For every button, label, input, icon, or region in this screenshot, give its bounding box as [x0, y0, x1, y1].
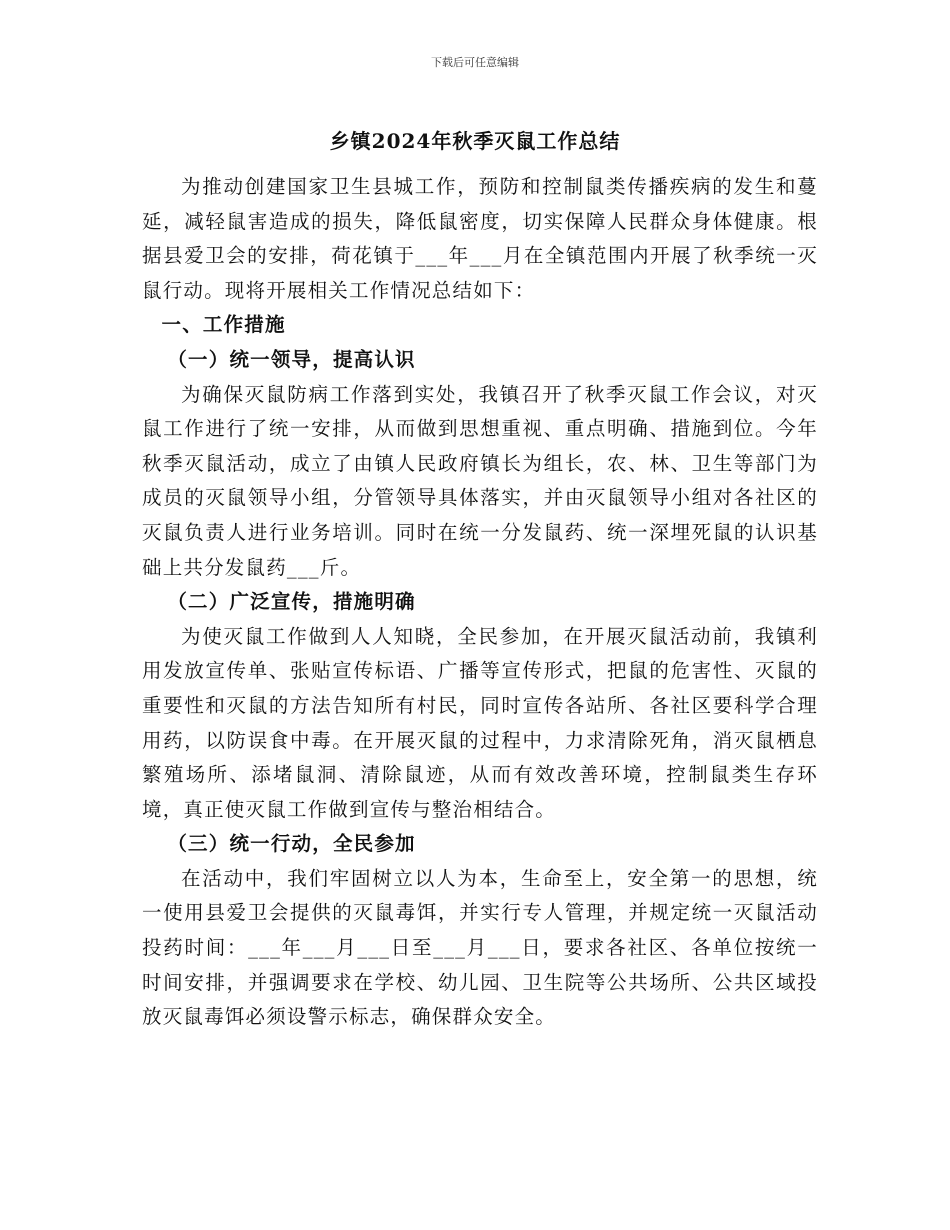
document-title: 乡镇2024年秋季灭鼠工作总结: [329, 129, 621, 153]
subsection-heading-publicity: （二）广泛宣传，措施明确: [167, 590, 416, 614]
subsection-body-unified-leadership: 为确保灭鼠防病工作落到实处，我镇召开了秋季灭鼠工作会议，对灭鼠工作进行了统一安排，从而做到思想重视、重点明确、措施到位。今年秋季灭鼠活动，成立了由镇人民政府镇长为组长，农、林、卫生等部门为成员的灭鼠领导小组，分管领导具体落实，并由灭鼠领导小组对各社区的灭鼠负责人进行业务培训。同时在统一分发鼠药、统一深埋死鼠的认识基础上共分发鼠药___斤。: [142, 382, 818, 579]
intro-paragraph: 为推动创建国家卫生县城工作，预防和控制鼠类传播疾病的发生和蔓延，减轻鼠害造成的损失，降低鼠密度，切实保障人民群众身体健康。根据县爱卫会的安排，荷花镇于___年___月在全镇范围内开展了秋季统一灭鼠行动。现将开展相关工作情况总结如下：: [142, 175, 818, 302]
page-header-note: 下载后可任意编辑: [431, 56, 519, 69]
subsection-heading-unified-action: （三）统一行动，全民参加: [167, 832, 416, 856]
subsection-body-publicity: 为使灭鼠工作做到人人知晓，全民参加，在开展灭鼠活动前，我镇利用发放宣传单、张贴宣传标语、广播等宣传形式，把鼠的危害性、灭鼠的重要性和灭鼠的方法告知所有村民，同时宣传各站所、各社区要科学合理用药，以防误食中毒。在开展灭鼠的过程中，力求清除死角，消灭鼠栖息繁殖场所、添堵鼠洞、清除鼠迹，从而有效改善环境，控制鼠类生存环境，真正使灭鼠工作做到宣传与整治相结合。: [142, 624, 818, 821]
subsection-body-unified-action: 在活动中，我们牢固树立以人为本，生命至上，安全第一的思想，统一使用县爱卫会提供的灭鼠毒饵，并实行专人管理，并规定统一灭鼠活动投药时间：___年___月___日至___月___日，要求各社区、各单位按统一时间安排，并强调要求在学校、幼儿园、卫生院等公共场所、公共区域投放灭鼠毒饵必须设警示标志，确保群众安全。: [142, 866, 818, 1029]
subsection-heading-unified-leadership: （一）统一领导，提高认识: [167, 347, 416, 371]
section-heading-work-measures: 一、工作措施: [161, 313, 286, 337]
document-body: [142, 170, 818, 1035]
